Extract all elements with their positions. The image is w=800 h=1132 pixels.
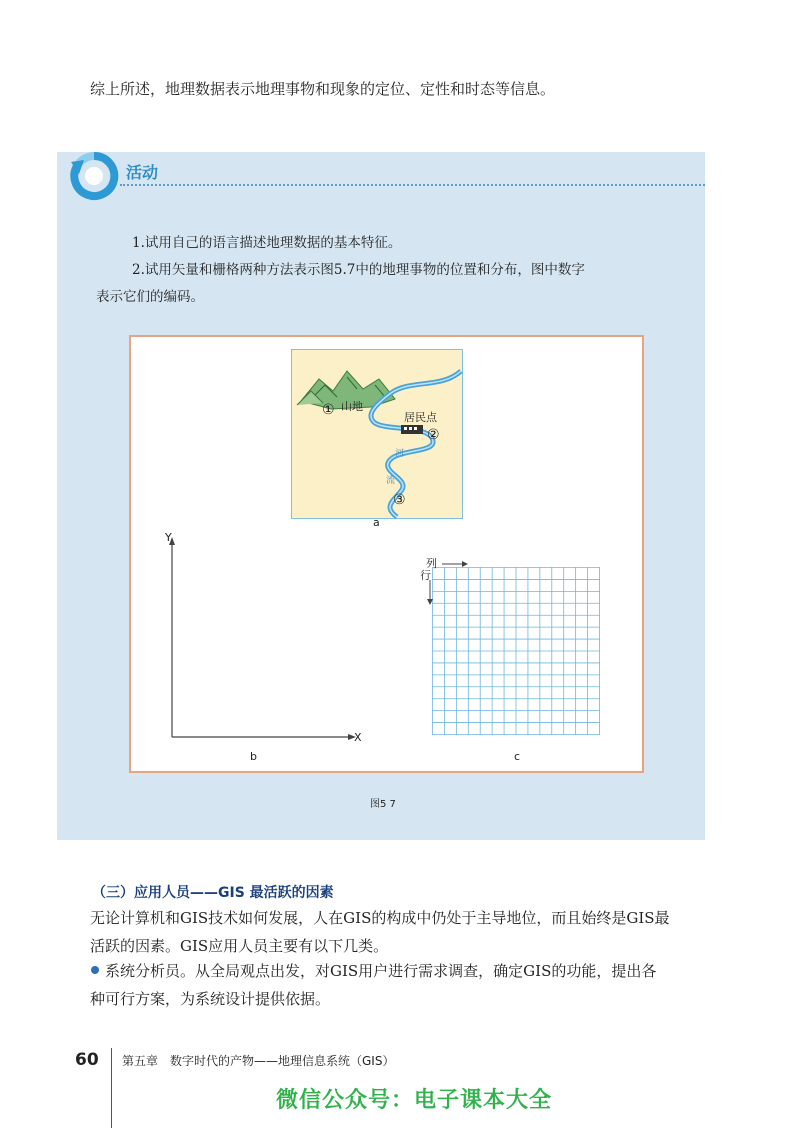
activity-question-2-line1: 2.试用矢量和栅格两种方法表示图5.7中的地理事物的位置和分布，图中数字 <box>132 262 585 278</box>
footer-divider <box>111 1048 112 1128</box>
activity-divider <box>120 184 705 186</box>
figure-caption: 图5 7 <box>370 799 396 810</box>
mountain-code: ① <box>322 402 335 418</box>
column-label: 列 <box>426 557 437 570</box>
settlement-code: ② <box>427 427 440 443</box>
river-label-1: 河 <box>395 449 405 459</box>
river-label-2: 流 <box>386 476 396 486</box>
settlement-label: 居民点 <box>404 411 437 424</box>
section-heading: （三）应用人员——GIS 最活跃的因素 <box>92 885 334 901</box>
bullet-dot <box>91 966 99 974</box>
x-axis-label: X <box>354 731 362 744</box>
page-number: 60 <box>75 1050 99 1070</box>
intro-paragraph: 综上所述，地理数据表示地理事物和现象的定位、定性和时态等信息。 <box>90 80 556 98</box>
activity-question-1: 1.试用自己的语言描述地理数据的基本特征。 <box>132 235 402 251</box>
mountain-label: 山地 <box>341 400 363 413</box>
y-axis-label: Y <box>165 531 172 544</box>
caption-c: c <box>514 750 521 763</box>
cycle-icon <box>68 150 120 202</box>
bullet-line2: 种可行方案，为系统设计提供依据。 <box>90 990 331 1008</box>
watermark-text: 微信公众号：电子课本大全 <box>276 1088 553 1113</box>
section-paragraph-line1: 无论计算机和GIS技术如何发展，人在GIS的构成中仍处于主导地位，而且始终是GIS最 <box>90 909 670 927</box>
section-paragraph-line2: 活跃的因素。GIS应用人员主要有以下几类。 <box>90 937 389 955</box>
caption-a: a <box>373 516 380 529</box>
bullet-line1: 系统分析员。从全局观点出发，对GIS用户进行需求调查，确定GIS的功能，提出各 <box>105 962 657 980</box>
chapter-title: 第五章 数字时代的产物——地理信息系统（GIS） <box>122 1054 395 1068</box>
activity-question-2-line2: 表示它们的编码。 <box>96 289 204 305</box>
river-code: ③ <box>393 492 406 508</box>
row-label: 行 <box>420 569 431 582</box>
caption-b: b <box>250 750 257 763</box>
xy-axes <box>160 535 360 745</box>
activity-title: 活动 <box>126 163 159 182</box>
